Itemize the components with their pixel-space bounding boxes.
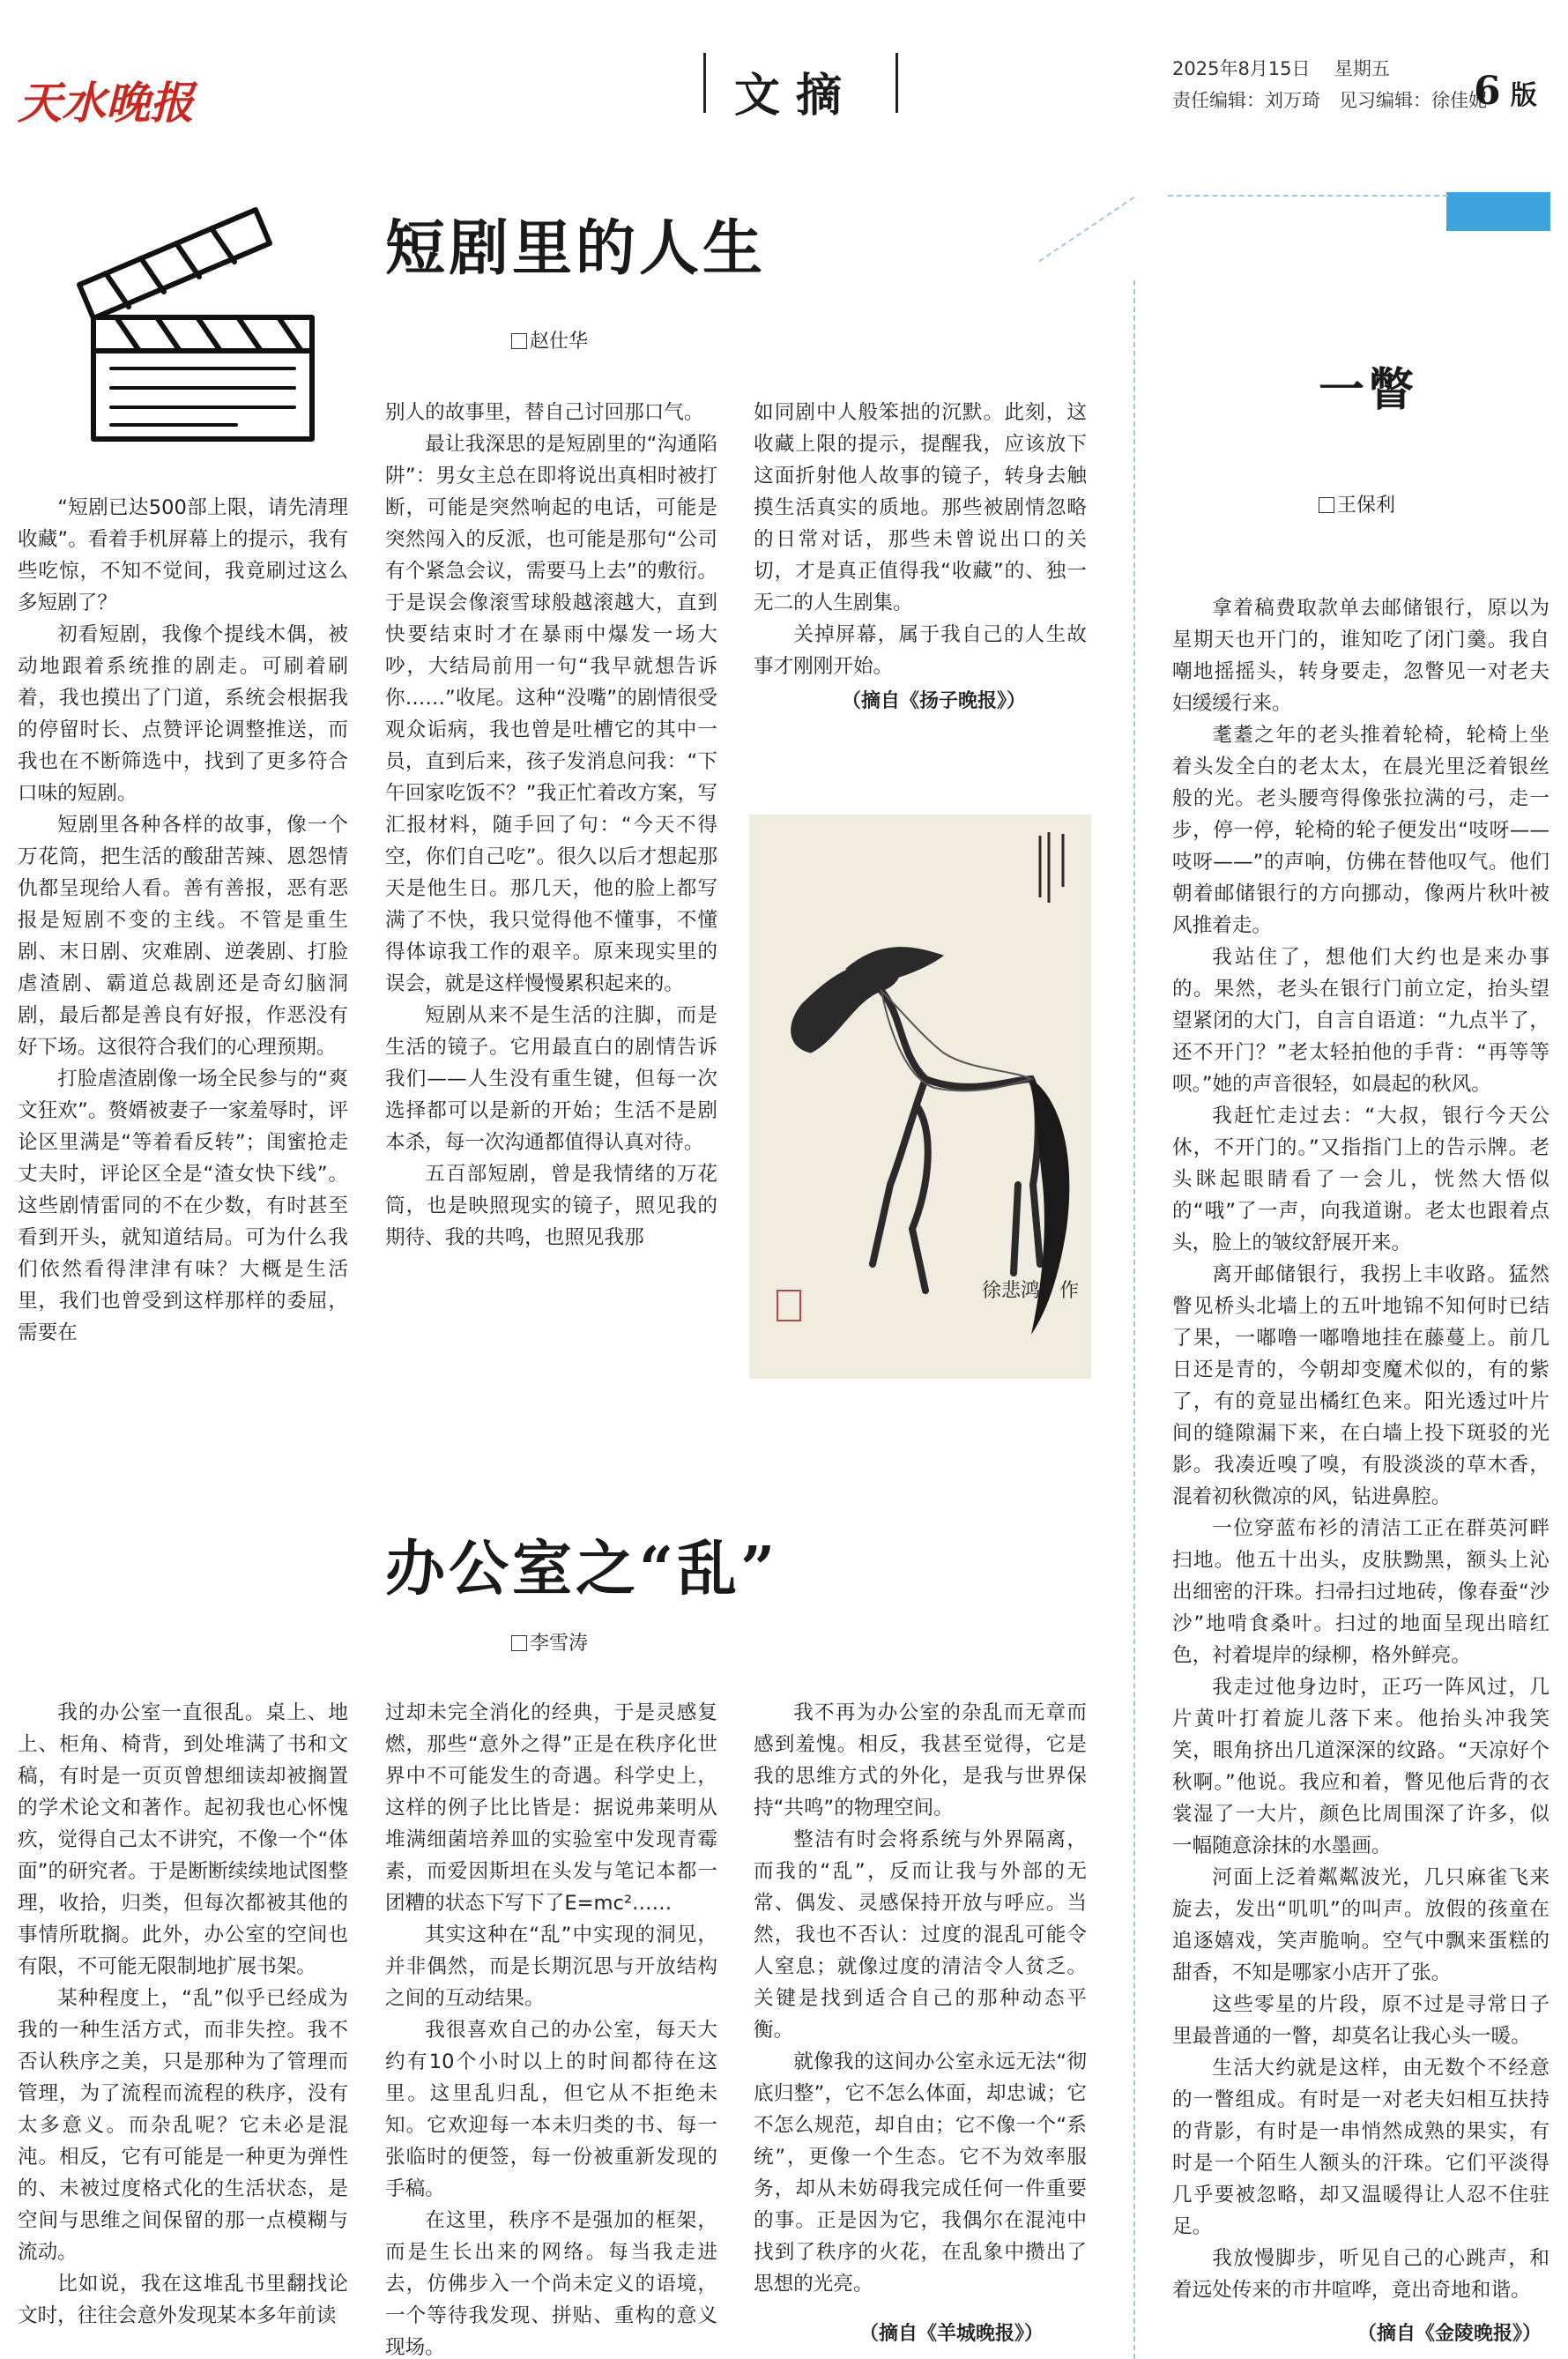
painting-credit: 徐悲鸿 作	[981, 1280, 1079, 1302]
article3-source: （摘自《金陵晚报》）	[1357, 2323, 1542, 2345]
author-box-icon	[511, 1635, 527, 1651]
date-text: 2025年8月15日	[1172, 58, 1311, 79]
page-number-digit: 6	[1474, 69, 1501, 114]
header-divider-left	[703, 53, 706, 113]
paragraph: 我放慢脚步，听见自己的心跳声，和着远处传来的市井喧哗，竟出奇地和谐。	[1172, 2247, 1549, 2302]
paragraph: 在这里，秩序不是强加的框架，而是生长出来的网络。每当我走进去，仿佛步入一个尚未定义的语境，一个等待我发现、拼贴、重构的意义现场。	[385, 2209, 717, 2359]
author-box-icon	[1319, 497, 1334, 513]
article1-title: 短剧里的人生	[385, 213, 767, 284]
paragraph: 短剧从来不是生活的注脚，而是生活的镜子。它用最直白的剧情告诉我们——人生没有重生键，但每一次选择都可以是新的开始；生活不是剧本杀，每一次沟通都值得认真对待。	[385, 1004, 717, 1154]
dashed-rule-diagonal	[1038, 197, 1134, 262]
article1-author-name: 赵仕华	[530, 331, 589, 353]
paragraph: 最让我深思的是短剧里的“沟通陷阱”：男女主总在即将说出真相时被打断，可能是突然响起的电话，可能是突然闯入的反派，也可能是那句“公司有个紧急会议，需要马上去”的敷衍。于是误会像滚雪球般越滚越大，直到快要结束时才在暴雨中爆发一场大吵，大结局前用一句“我早就想告诉你……”收尾。这种“没嘴”的剧情很受观众诟病，我也曾是吐槽它的其中一员，直到后来，孩子发消息问我：“下午回家吃饭不？”我正忙着改方案，写汇报材料，随手回了句：“今天不得空，你们自己吃”。很久以后才想起那天是他生日。那几天，他的脸上都写满了不快，我只觉得他不懂事，不懂得体谅我工作的艰辛。原来现实里的误会，就是这样慢慢累积起来的。	[385, 433, 717, 995]
paragraph: 就像我的这间办公室永远无法“彻底归整”，它不怎么体面，却忠诚；它不怎么规范，却自由；它不像一个“系统”，更像一个生态。它不为效率服务，却从未妨碍我完成任何一件重要的事。正是因为它，我偶尔在混沌中找到了秩序的火花，在乱象中攒出了思想的光亮。	[754, 2050, 1087, 2296]
weekday-text: 星期五	[1334, 58, 1390, 79]
clapperboard-icon	[60, 201, 324, 448]
paragraph: 拿着稿费取款单去邮储银行，原以为星期天也开门的，谁知吃了闭门羹。我自嘲地摇摇头，转身要走，忽瞥见一对老夫妇缓缓行来。	[1172, 597, 1549, 715]
horse-painting	[749, 815, 1091, 1379]
header-divider-right	[895, 53, 898, 113]
article2-title: 办公室之“乱”	[385, 1534, 779, 1604]
dashed-rule-vertical	[1133, 280, 1135, 2359]
article1-author	[511, 326, 588, 353]
paragraph: 生活大约就是这样，由无数个不经意的一瞥组成。有时是一对老夫妇相互扶持的背影，有时是一串悄然成熟的果实，有时是一个陌生人额头的汗珠。它们平淡得几乎要被忽略，却又温暖得让人忍不住驻足。	[1172, 2057, 1549, 2238]
article2-col2	[385, 1697, 717, 2359]
paragraph: 河面上泛着粼粼波光，几只麻雀飞来旋去，发出“叽叽”的叫声。放假的孩童在追逐嬉戏，笑声脆响。空气中飘来蛋糕的甜香，不知是哪家小店开了张。	[1172, 1866, 1549, 1984]
paragraph: 五百部短剧，曾是我情绪的万花筒，也是映照现实的镜子，照见我的期待、我的共鸣，也照见我那	[385, 1163, 717, 1249]
paragraph: 别人的故事里，替自己讨回那口气。	[385, 401, 704, 424]
issue-date	[1172, 55, 1390, 81]
article2-author	[511, 1628, 588, 1656]
article2-col3	[754, 1697, 1087, 2314]
article3-title: 一瞥	[1319, 363, 1418, 417]
paragraph: 我赶忙走过去：“大叔，银行今天公休，不开门的。”又指指门上的告示牌。老头眯起眼睛看了一会儿，恍然大悟似的“哦”了一声，向我道谢。老太也跟着点头，脸上的皱纹舒展开来。	[1172, 1105, 1549, 1254]
article2-author-name: 李雪涛	[530, 1633, 589, 1655]
paragraph: 整洁有时会将系统与外界隔离，而我的“乱”，反而让我与外部的无常、偶发、灵感保持开放与呼应。当然，我也不否认：过度的混乱可能令人窒息；就像过度的清洁令人贫乏。关键是找到适合自己的那种动态平衡。	[754, 1828, 1087, 2042]
masthead-logo	[16, 78, 223, 130]
page-number-suffix: 版	[1510, 80, 1537, 111]
paragraph: 比如说，我在这堆乱书里翻找论文时，往往会意外发现某本多年前读	[18, 2273, 348, 2327]
article1-col2	[385, 397, 717, 1375]
paragraph: 耄耋之年的老头推着轮椅，轮椅上坐着头发全白的老太太，在晨光里泛着银丝般的光。老头腰弯得像张拉满的弓，走一步，停一停，轮椅的轮子便发出“吱呀——吱呀——”的声响，仿佛在替他叹气。他们朝着邮储银行的方向挪动，像两片秋叶被风推着走。	[1172, 724, 1549, 937]
paragraph: 短剧里各种各样的故事，像一个万花筒，把生活的酸甜苦辣、恩怨情仇都呈现给人看。善有善报，恶有恶报是短剧不变的主线。不管是重生剧、末日剧、灾难剧、逆袭剧、打脸虐渣剧、霸道总裁剧还是奇幻脑洞剧，最后都是善良有好报，作恶没有好下场。这很符合我们的心理预期。	[18, 814, 348, 1059]
article3-author	[1319, 490, 1395, 517]
paragraph: 初看短剧，我像个提线木偶，被动地跟着系统推的剧走。可刷着刷着，我也摸出了门道，系统会根据我的停留时长、点赞评论调整推送，而我也在不断筛选中，找到了更多符合口味的短剧。	[18, 623, 348, 805]
paragraph: 一位穿蓝布衫的清洁工正在群英河畔扫地。他五十出头，皮肤黝黑，额头上沁出细密的汗珠。扫帚扫过地砖，像春蚕“沙沙”地啃食桑叶。扫过的地面呈现出暗红色，衬着堤岸的绿柳，格外鲜亮。	[1172, 1517, 1549, 1667]
paragraph: 如同剧中人般笨拙的沉默。此刻，这收藏上限的提示，提醒我，应该放下这面折射他人故事的镜子，转身去触摸生活真实的质地。那些被剧情忽略的日常对话，那些未曾说出口的关切，才是真正值得我“收藏”的、独一无二的人生剧集。	[754, 401, 1087, 614]
paragraph: 某种程度上，“乱”似乎已经成为我的一种生活方式，而非失控。我不否认秩序之美，只是那种为了管理而管理，为了流程而流程的秩序，没有太多意义。而杂乱呢？它未必是混沌。相反，它有可能是一种更为弹性的、未被过度格式化的生活状态，是空间与思维之间保留的那一点模糊与流动。	[18, 1987, 348, 2264]
author-box-icon	[511, 333, 527, 349]
article2-source: （摘自《羊城晚报》）	[859, 2323, 1044, 2345]
page-number	[1474, 69, 1537, 114]
paragraph: 离开邮储银行，我拐上丰收路。猛然瞥见桥头北墙上的五叶地锦不知何时已结了果，一嘟噜一嘟噜地挂在藤蔓上。前几日还是青的，今朝却变魔术似的，有的紫了，有的竟显出橘红色来。阳光透过叶片间的缝隙漏下来，在白墙上投下斑驳的光影。我凑近嗅了嗅，有股淡淡的草木香，混着初秋微凉的风，钻进鼻腔。	[1172, 1263, 1549, 1508]
masthead-logo-text: 天水晚报	[18, 78, 194, 129]
dashed-rule-horizontal	[1168, 195, 1448, 197]
paragraph: 我的办公室一直很乱。桌上、地上、柜角、椅背，到处堆满了书和文稿，有时是一页页曾想细读却被搁置的学术论文和著作。起初我也心怀愧疚，觉得自己太不讲究，不像一个“体面”的研究者。于是断断续续地试图整理，收拾，归类，但每次都被其他的事情所耽搁。此外，办公室的空间也有限，不可能无限制地扩展书架。	[18, 1701, 348, 1978]
paragraph: 打脸虐渣剧像一场全民参与的“爽文狂欢”。赘婿被妻子一家羞辱时，评论区里满是“等着看反转”；闺蜜抢走丈夫时，评论区全是“渣女快下线”。这些剧情雷同的不在少数，有时甚至看到开头，就知道结局。可为什么我们依然看得津津有味？大概是生活里，我们也曾受到这样那样的委屈，需要在	[18, 1068, 348, 1344]
paragraph: 我不再为办公室的杂乱而无章而感到羞愧。相反，我甚至觉得，它是我的思维方式的外化，是我与世界保持“共鸣”的物理空间。	[754, 1701, 1087, 1819]
article1-source: （摘自《扬子晚报》）	[842, 690, 1027, 712]
article1-col1	[18, 492, 348, 1373]
section-title: 文摘	[734, 69, 858, 123]
paragraph: 关掉屏幕，属于我自己的人生故事才刚刚开始。	[754, 623, 1087, 678]
article3-col	[1172, 592, 1549, 2311]
corner-accent-bar	[1446, 192, 1550, 231]
article2-col1	[18, 1697, 348, 2359]
paragraph: 这些零星的片段，原不过是寻常日子里最普通的一瞥，却莫名让我心头一暖。	[1172, 1993, 1549, 2048]
article3-author-name: 王保利	[1337, 495, 1396, 517]
paragraph: 我很喜欢自己的办公室，每天大约有10个小时以上的时间都待在这里。这里乱归乱，但它从不拒绝未知。它欢迎每一本未归类的书、每一张临时的便签，每一份被重新发现的手稿。	[385, 2019, 717, 2200]
paragraph: “短剧已达500部上限，请先清理收藏”。看着手机屏幕上的提示，我有些吃惊，不知不觉间，我竟刷过这么多短剧了？	[18, 496, 348, 614]
editors-line: 责任编辑：刘万琦 见习编辑：徐佳妮	[1172, 90, 1487, 111]
paragraph: 过却未完全消化的经典，于是灵感复燃，那些“意外之得”正是在秩序化世界中不可能发生的奇遇。科学史上，这样的例子比比皆是：据说弗莱明从堆满细菌培养皿的实验室中发现青霉素，而爱因斯坦在头发与笔记本都一团糟的状态下写下了E=mc²……	[385, 1701, 717, 1915]
paragraph: 我走过他身边时，正巧一阵风过，几片黄叶打着旋儿落下来。他抬头冲我笑笑，眼角挤出几道深深的纹路。“天凉好个秋啊。”他说。我应和着，瞥见他后背的衣裳湿了一大片，颜色比周围深了许多，似一幅随意涂抹的水墨画。	[1172, 1676, 1549, 1857]
paragraph: 我站住了，想他们大约也是来办事的。果然，老头在银行门前立定，抬头望望紧闭的大门，自言自语道：“九点半了，还不开门？”老太轻拍他的手背：“再等等呗。”她的声音很轻，如晨起的秋风。	[1172, 946, 1549, 1096]
article1-col3	[754, 397, 1087, 688]
paragraph: 其实这种在“乱”中实现的洞见，并非偶然，而是长期沉思与开放结构之间的互动结果。	[385, 1924, 717, 2010]
